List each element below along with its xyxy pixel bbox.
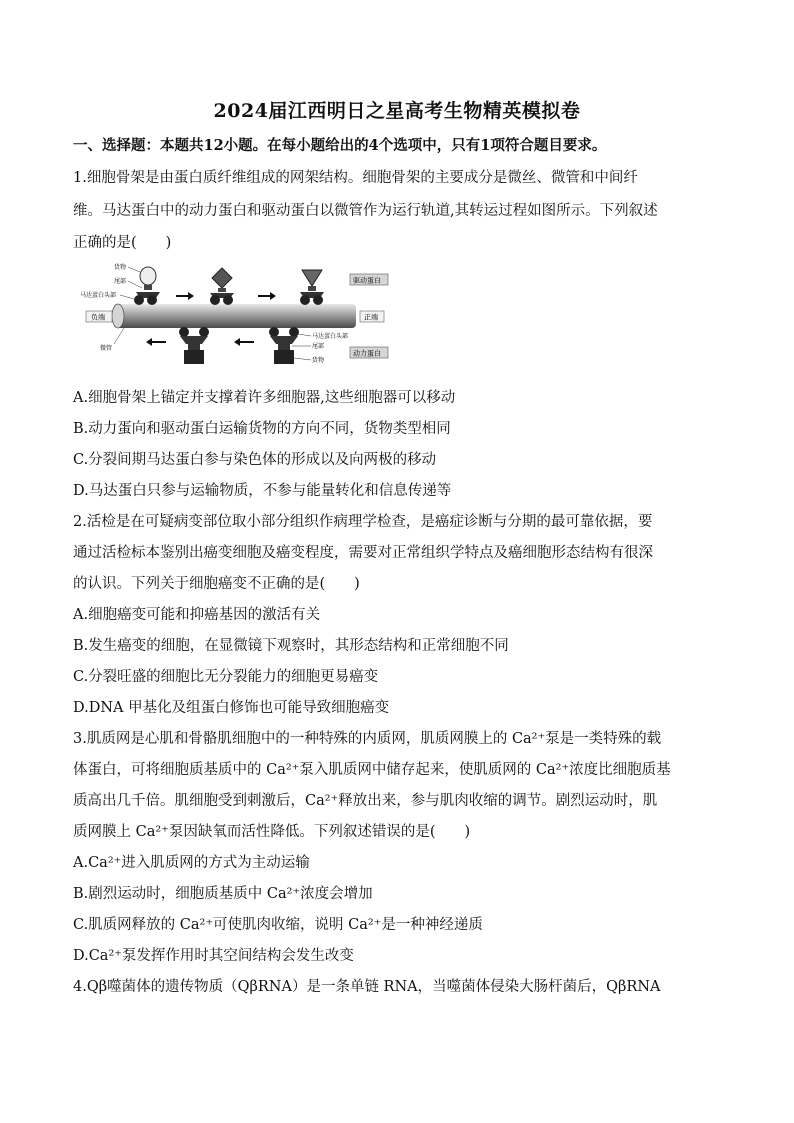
q1-stem-line-2: 维。马达蛋白中的动力蛋白和驱动蛋白以微管作为运行轨道,其转运过程如图所示。下列叙述 bbox=[73, 203, 658, 219]
q3-option-b: B.剧烈运动时，细胞质基质中 Ca²⁺浓度会增加 bbox=[73, 886, 373, 902]
q1-option-c: C.分裂间期马达蛋白参与染色体的形成以及向两极的移动 bbox=[73, 452, 437, 468]
microtubule-end bbox=[112, 304, 124, 328]
q2-stem-line-1: 2.活检是在可疑病变部位取小部分组织作病理学检查，是癌症诊断与分期的最可靠依据，要 bbox=[73, 514, 653, 530]
kinesin-label: 驱动蛋白 bbox=[353, 276, 381, 285]
q3-option-a: A.Ca²⁺进入肌质网的方式为主动运输 bbox=[73, 855, 310, 871]
plus-end-label: 正端 bbox=[364, 313, 378, 322]
kinesin-motor-2 bbox=[210, 268, 234, 305]
q2-option-d: D.DNA 甲基化及组蛋白修饰也可能导致细胞癌变 bbox=[73, 700, 390, 716]
q2-stem-line-3: 的认识。下列关于细胞癌变不正确的是( ) bbox=[73, 576, 360, 592]
microtubule-shape bbox=[116, 304, 356, 328]
q4-stem-line-1: 4.Qβ噬菌体的遗传物质（QβRNA）是一条单链 RNA，当噬菌体侵染大肠杆菌后，QβRNA bbox=[73, 979, 661, 995]
q1-option-a: A.细胞骨架上锚定并支撑着许多细胞器,这些细胞器可以移动 bbox=[73, 390, 456, 406]
microtubule-label: 微管 bbox=[100, 345, 113, 352]
motor-head-label: 马达蛋白头部 bbox=[80, 292, 117, 299]
q2-option-c: C.分裂旺盛的细胞比无分裂能力的细胞更易癌变 bbox=[73, 669, 379, 685]
dynein-label: 动力蛋白 bbox=[353, 349, 381, 358]
kinesin-motor-3 bbox=[300, 270, 324, 305]
tail-label-b: 尾部 bbox=[312, 343, 325, 350]
q3-stem-line-1: 3.肌质网是心肌和骨骼肌细胞中的一种特殊的内质网，肌质网膜上的 Ca²⁺泵是一类特殊的载 bbox=[73, 731, 662, 747]
cargo-label: 货物 bbox=[114, 264, 127, 271]
q1-option-d: D.马达蛋白只参与运输物质，不参与能量转化和信息传递等 bbox=[73, 483, 452, 499]
section-header: 一、选择题：本题共12小题。在每小题给出的4个选项中，只有1项符合题目要求。 bbox=[73, 137, 607, 154]
motor-head-label-b: 马达蛋白头部 bbox=[312, 333, 349, 340]
q3-stem-line-2: 体蛋白，可将细胞质基质中的 Ca²⁺泵入肌质网中储存起来，使肌质网的 Ca²⁺浓度比细胞质基 bbox=[73, 762, 671, 778]
q1-stem-line-3: 正确的是( ) bbox=[73, 235, 172, 251]
cargo-label-b: 货物 bbox=[312, 357, 325, 364]
dynein-motor-1 bbox=[179, 327, 209, 364]
q3-stem-line-4: 质网膜上 Ca²⁺泵因缺氧而活性降低。下列叙述错误的是( ) bbox=[73, 824, 471, 840]
q3-option-c: C.肌质网释放的 Ca²⁺可使肌肉收缩，说明 Ca²⁺是一种神经递质 bbox=[73, 917, 483, 933]
q3-stem-line-3: 质高出几千倍。肌细胞受到刺激后，Ca²⁺释放出来，参与肌肉收缩的调节。剧烈运动时，肌 bbox=[73, 793, 658, 809]
q3-option-d: D.Ca²⁺泵发挥作用时其空间结构会发生改变 bbox=[73, 948, 354, 964]
exam-title: 2024届江西明日之星高考生物精英模拟卷 bbox=[213, 100, 581, 122]
minus-end-label: 负端 bbox=[91, 313, 105, 322]
q1-stem-line-1: 1.细胞骨架是由蛋白质纤维组成的网架结构。细胞骨架的主要成分是微丝、微管和中间纤 bbox=[73, 170, 638, 186]
q1-option-b: B.动力蛋向和驱动蛋白运输货物的方向不同，货物类型相同 bbox=[73, 421, 451, 437]
tail-label: 尾部 bbox=[114, 278, 127, 285]
q2-option-b: B.发生癌变的细胞，在显微镜下观察时，其形态结构和正常细胞不同 bbox=[73, 638, 509, 654]
q2-option-a: A.细胞癌变可能和抑癌基因的激活有关 bbox=[73, 607, 321, 623]
q2-stem-line-2: 通过活检标本鉴别出癌变细胞及癌变程度，需要对正常组织学特点及癌细胞形态结构有很深 bbox=[73, 545, 653, 561]
motor-protein-diagram bbox=[80, 258, 400, 370]
dynein-motor-2 bbox=[269, 327, 299, 364]
